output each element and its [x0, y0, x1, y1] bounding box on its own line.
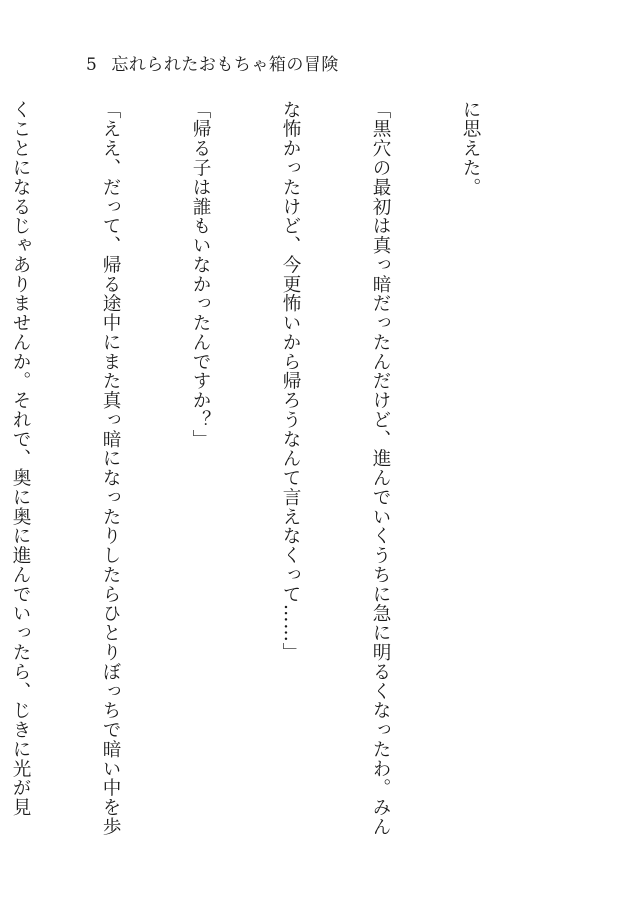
text-line: な怖かったけど、今更怖いから帰ろうなんて言えなくって……」: [280, 100, 301, 663]
text-line: くことになるじゃありませんか。それで、奥に奥に進んでいったら、じきに光が見: [10, 100, 31, 818]
vertical-body-text: [0, 100, 545, 860]
text-line: 「黒穴の最初は真っ暗だったんだけど、進んでいくうちに急に明るくなったわ。みん: [370, 100, 391, 837]
running-header: [86, 50, 339, 75]
page-number: 5: [86, 55, 98, 75]
text-line: 「帰る子は誰もいなかったんですか？」: [190, 100, 211, 449]
text-line: に思えた。: [460, 100, 481, 197]
chapter-title: 忘れられたおもちゃ箱の冒険: [111, 55, 339, 75]
text-line: 「ええ、だって、帰る途中にまた真っ暗になったりしたらひとりぼっちで暗い中を歩: [100, 100, 121, 837]
